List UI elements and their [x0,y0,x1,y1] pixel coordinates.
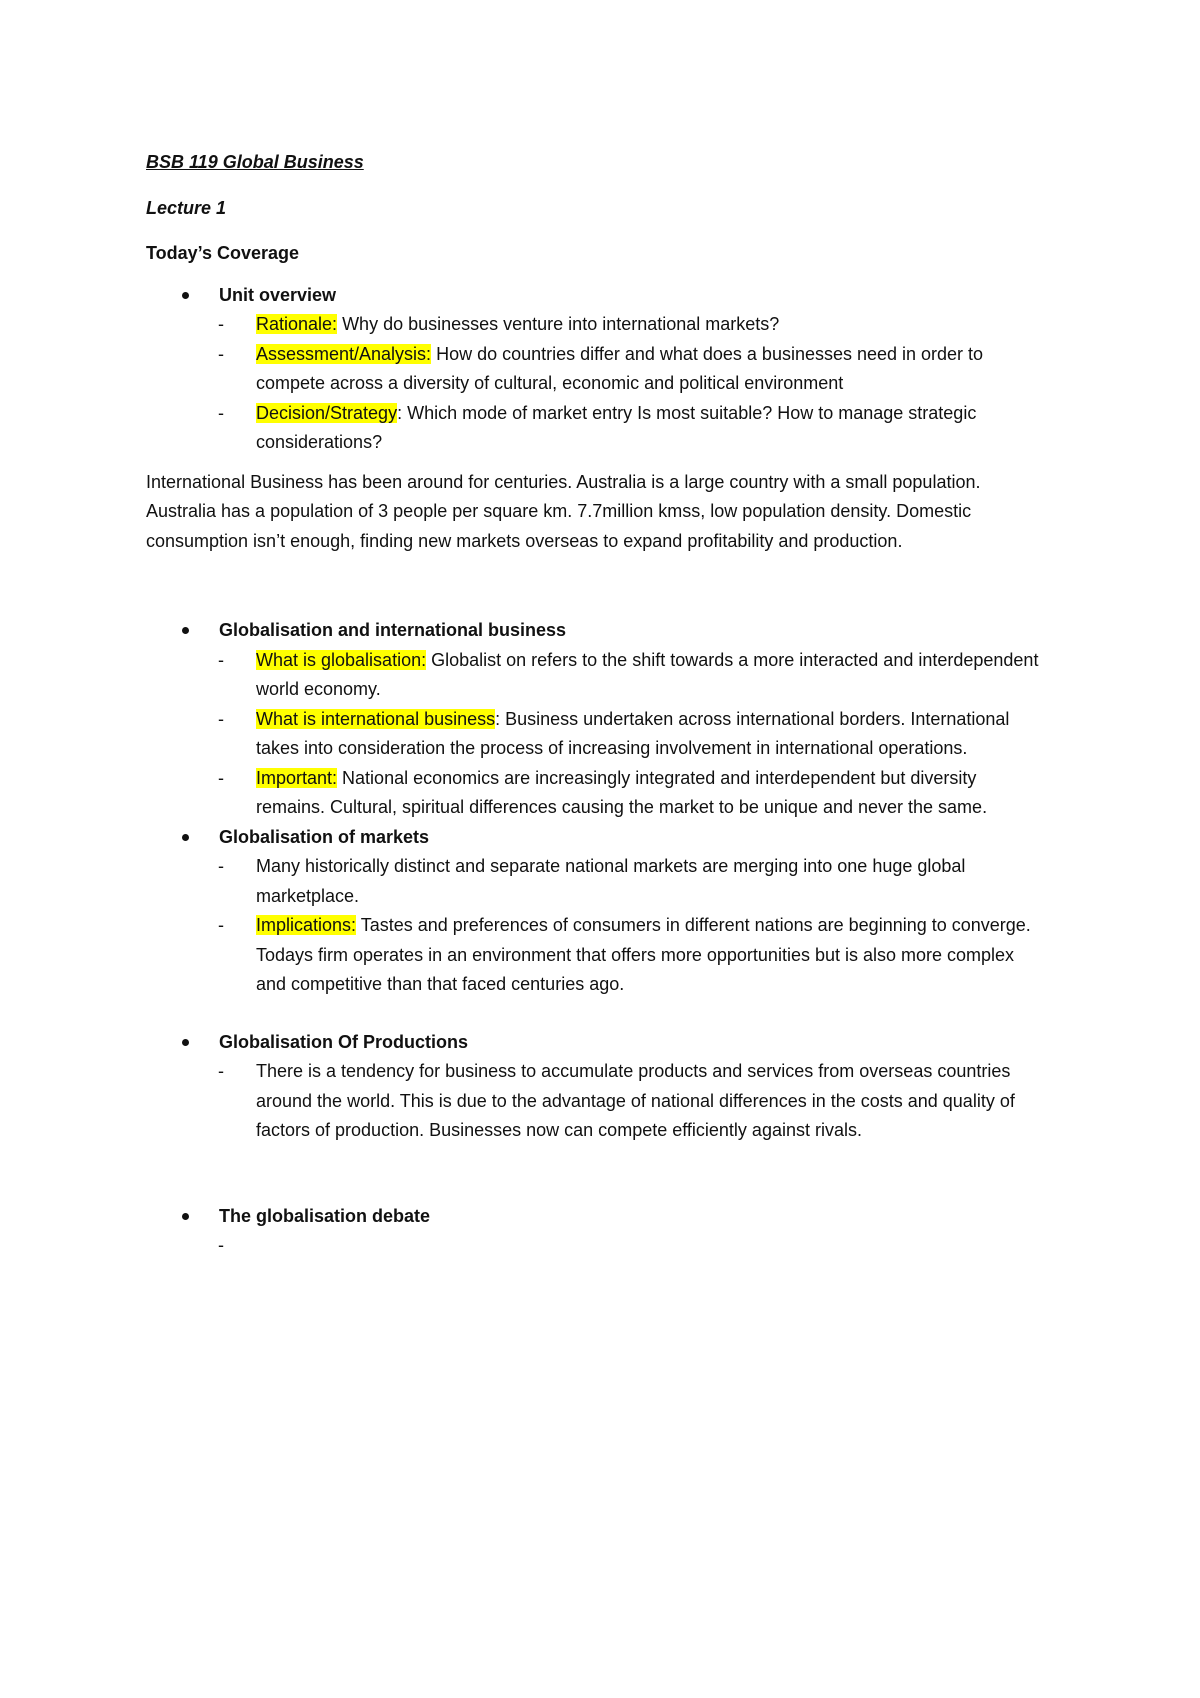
highlight-label: Important: [256,767,338,788]
sub-item [146,705,1046,764]
document-title: BSB 119 Global Business [146,152,364,172]
dash-marker: - [218,767,224,788]
dash-marker: - [218,402,224,423]
bullet-globalisation-intl [146,616,1046,823]
bullet-heading: Unit overview [219,284,337,305]
highlight-label: Rationale: [256,314,338,334]
bullet-heading: Globalisation of markets [219,826,430,847]
bullet-heading: The globalisation debate [219,1205,431,1226]
sub-item-text: Many historically distinct and separate national markets are merging into one huge global marketplace. [256,856,966,906]
dash-marker: - [218,708,224,729]
highlight-label: Implications: [256,915,357,935]
bullet-heading: Globalisation Of Productions [219,1031,469,1052]
sub-item [146,399,1046,458]
bullet-globalisation-debate [146,1202,1046,1261]
sub-item [146,310,1046,340]
sub-item [146,1231,1046,1261]
sub-item-text: Tastes and preferences of consumers in different nations are beginning to converge. Todays firm operates in an environment that offers more opportunities but is also more complex and competitive than that faced centuries ago. [256,915,1031,994]
bullet-dot-icon [182,834,189,841]
bullet-globalisation-productions [146,1028,1046,1146]
sub-item [146,764,1046,823]
lecture-label: Lecture 1 [146,197,227,218]
bullet-heading: Globalisation and international business [219,620,567,640]
bullet-dot-icon [182,292,189,299]
sub-item-text: : Business undertaken across international borders. International takes into consideration the process of increasing involvement in international operations. [256,708,1010,758]
document-body [146,148,1046,1261]
dash-marker: - [218,1235,224,1255]
bullet-globalisation-markets [146,823,1046,1000]
sub-item-text: Why do businesses venture into international markets? [337,314,780,334]
dash-marker: - [218,915,224,935]
highlight-label: What is globalisation: [256,649,427,670]
dash-marker: - [218,314,224,334]
sub-item [146,340,1046,399]
sub-item [146,646,1046,705]
sub-item-text: There is a tendency for business to accumulate products and services from overseas countries around the world. This is due to the advantage of national differences in the costs and quality of factors of production. Businesses now can compete efficiently against rivals. [256,1061,1015,1140]
dash-marker: - [218,1061,224,1081]
highlight-label: What is international business [256,708,496,729]
sub-item-text: Globalist on refers to the shift towards a more interacted and interdependent world economy. [256,649,1039,699]
sub-item-text: How do countries differ and what does a businesses need in order to compete across a diversity of cultural, economic and political environment [256,343,984,393]
highlight-label: Decision/Strategy [256,402,398,423]
dash-marker: - [218,649,224,670]
sub-item [146,911,1046,1000]
sub-item [146,1057,1046,1146]
highlight-label: Assessment/Analysis: [256,343,432,364]
bullet-dot-icon [182,1213,189,1220]
sub-item [146,852,1046,911]
sub-item-text: : Which mode of market entry Is most suitable? How to manage strategic considerations? [256,402,977,452]
intro-paragraph: International Business has been around for centuries. Australia is a large country with a small population. Australia has a population of 3 people per square km. 7.7million kmss, low population density. Domestic consumption isn’t enough, finding new markets overseas to expand profitability and production. [146,471,981,551]
coverage-heading: Today’s Coverage [146,243,300,263]
dash-marker: - [218,856,224,876]
sub-item-text: National economics are increasingly integrated and interdependent but diversity remains. Cultural, spiritual differences causing the market to be unique and never the same. [256,767,988,817]
bullet-unit-overview [146,281,1046,458]
bullet-dot-icon [182,627,189,634]
dash-marker: - [218,343,224,364]
bullet-dot-icon [182,1039,189,1046]
